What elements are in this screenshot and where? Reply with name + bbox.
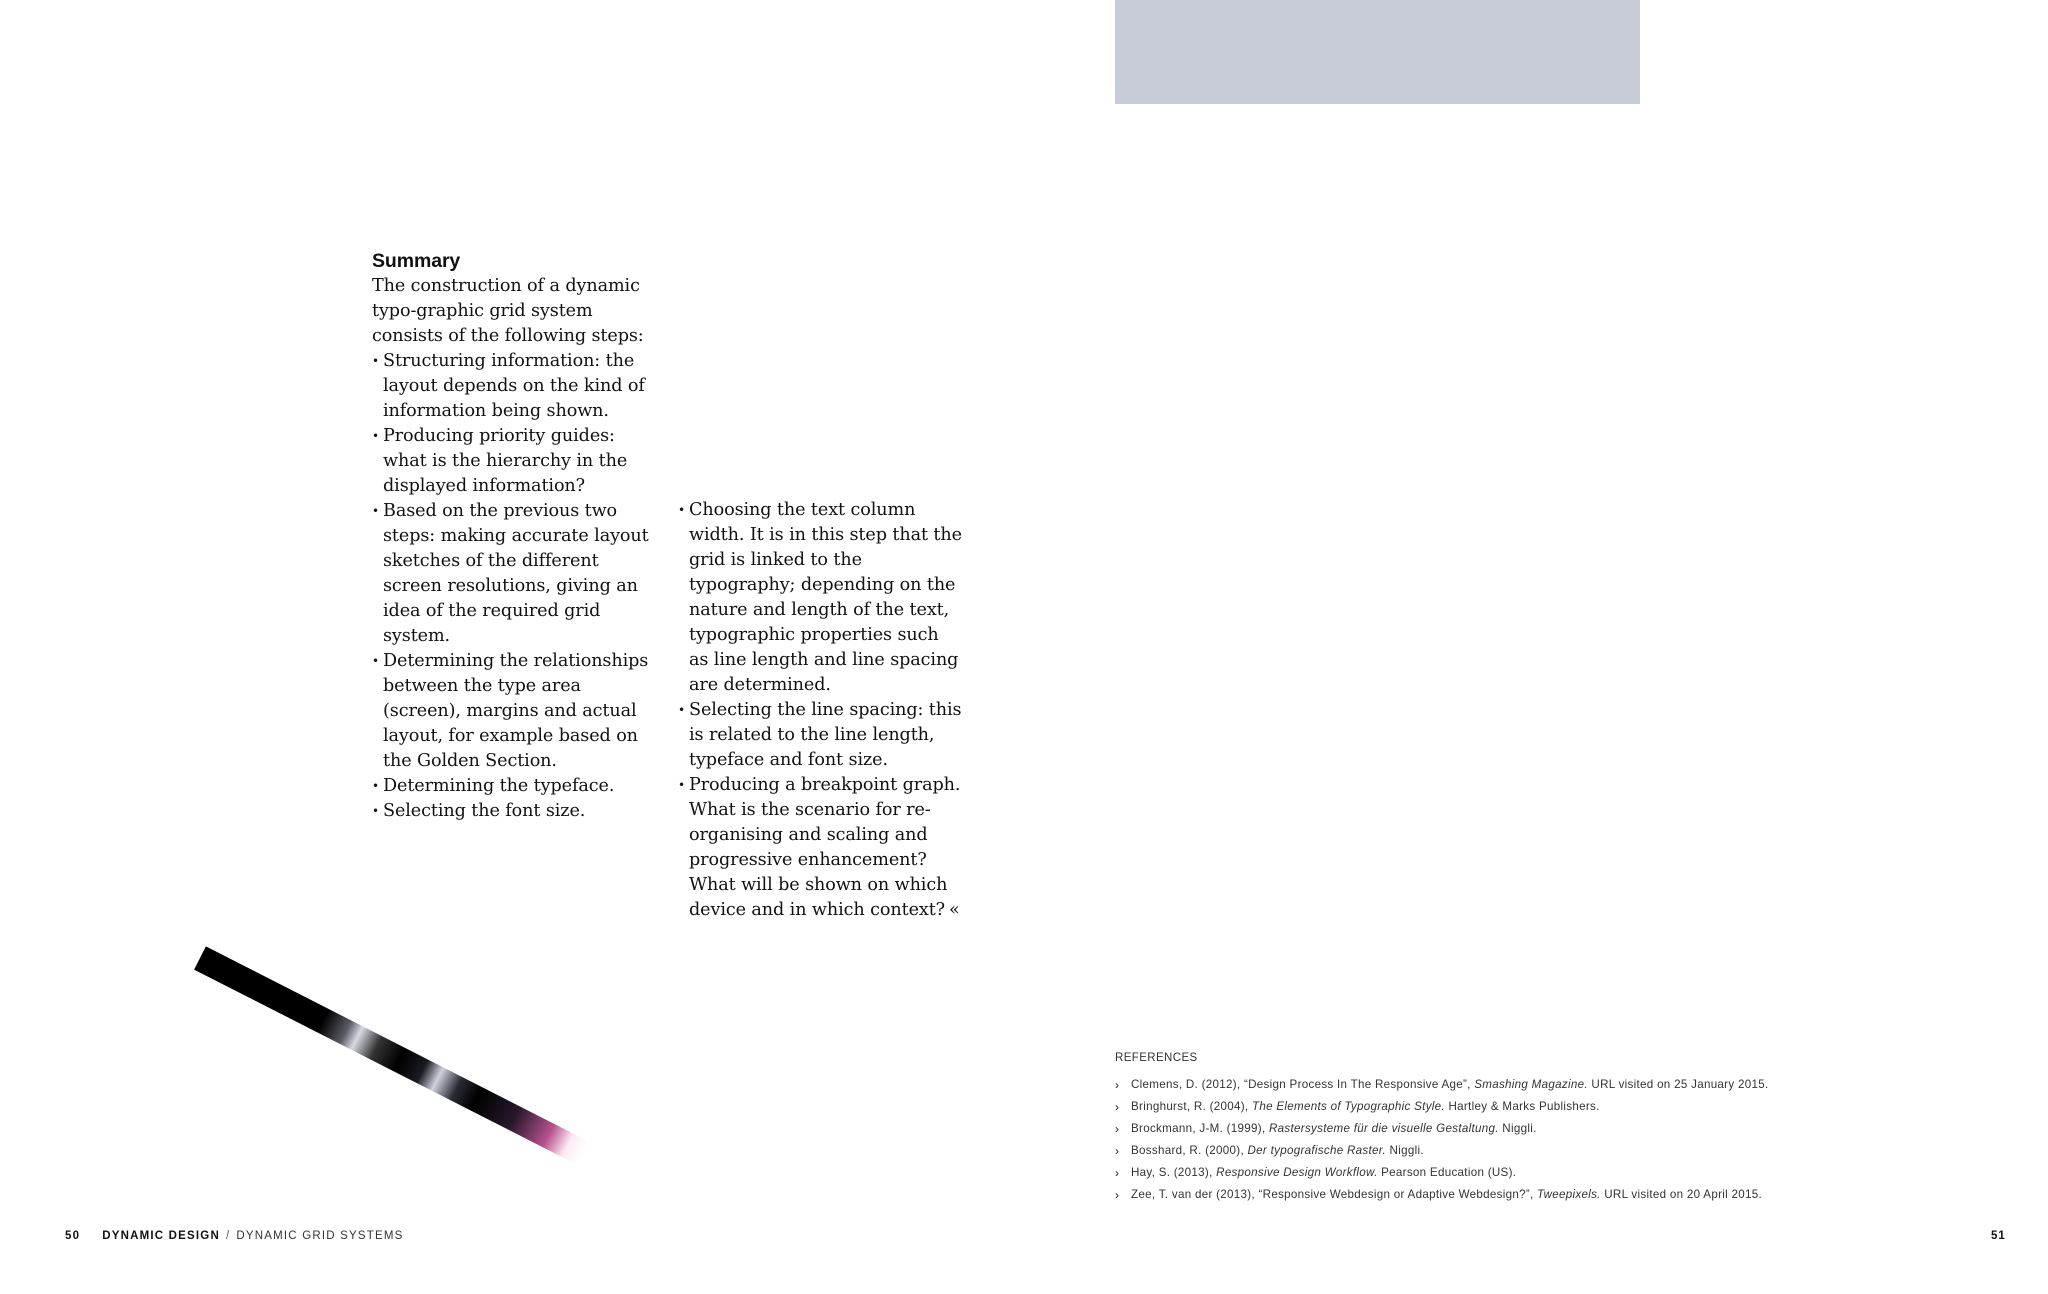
breadcrumb-separator: / [225, 1230, 231, 1242]
list-item: • Selecting the line spacing: this is related to the line length, typeface and font size. [678, 698, 963, 773]
reference-item: › Hay, S. (2013), Responsive Design Workflow. Pearson Education (US). [1115, 1162, 1875, 1184]
page-number-right: 51 [1991, 1230, 2006, 1242]
list-item: • Determining the typeface. [372, 774, 657, 799]
list-item: • Choosing the text column width. It is in this step that the grid is linked to the typography; depending on the nature and length of the text, typographic properties such as line length and line spacing are determined. [678, 498, 963, 698]
diagonal-stripe-graphic [194, 946, 589, 1164]
reference-item: › Bringhurst, R. (2004), The Elements of Typographic Style. Hartley & Marks Publishers. [1115, 1096, 1875, 1118]
summary-intro: The construction of a dynamic typo-graphic grid system consists of the following steps: [372, 276, 644, 346]
references-heading: REFERENCES [1115, 1052, 1198, 1064]
end-mark: « [949, 900, 960, 920]
summary-heading: Summary [372, 250, 461, 272]
reference-item: › Brockmann, J-M. (1999), Rastersysteme für die visuelle Gestaltung. Niggli. [1115, 1118, 1875, 1140]
references-list [1115, 1074, 1875, 1206]
reference-item: › Bosshard, R. (2000), Der typografische Raster. Niggli. [1115, 1140, 1875, 1162]
chevron-right-icon: › [1115, 1166, 1120, 1180]
summary-steps-list-left [372, 349, 657, 824]
list-item: • Based on the previous two steps: making accurate layout sketches of the different screen resolutions, giving an idea of the required grid system. [372, 499, 657, 649]
chevron-right-icon: › [1115, 1188, 1120, 1202]
grey-color-block [1115, 0, 1640, 104]
list-item: • Selecting the font size. [372, 799, 657, 824]
chevron-right-icon: › [1115, 1100, 1120, 1114]
page-number-left: 50 [65, 1230, 81, 1242]
reference-item: › Clemens, D. (2012), “Design Process In The Responsive Age”, Smashing Magazine. URL visited on 25 January 2015. [1115, 1074, 1875, 1096]
list-item: • Structuring information: the layout depends on the kind of information being shown. [372, 349, 657, 424]
list-item [678, 773, 963, 923]
summary-steps-list-right [678, 498, 963, 923]
list-item-text: Producing a breakpoint graph. What is the scenario for re-organising and scaling and progressive enhancement? What will be shown on which device and in which context? [689, 775, 961, 920]
chevron-right-icon: › [1115, 1078, 1120, 1092]
chapter-title: DYNAMIC GRID SYSTEMS [236, 1230, 404, 1242]
summary-column-right [678, 498, 963, 923]
section-title: DYNAMIC DESIGN [102, 1230, 220, 1242]
list-item: • Producing priority guides: what is the hierarchy in the displayed information? [372, 424, 657, 499]
summary-column-left [372, 248, 657, 824]
chevron-right-icon: › [1115, 1122, 1120, 1136]
chevron-right-icon: › [1115, 1144, 1120, 1158]
references-section [1115, 1052, 1875, 1206]
list-item: • Determining the relationships between the type area (screen), margins and actual layout, for example based on the Golden Section. [372, 649, 657, 774]
reference-item: › Zee, T. van der (2013), “Responsive Webdesign or Adaptive Webdesign?”, Tweepixels. URL visited on 20 April 2015. [1115, 1184, 1875, 1206]
footer-left [65, 1230, 404, 1242]
